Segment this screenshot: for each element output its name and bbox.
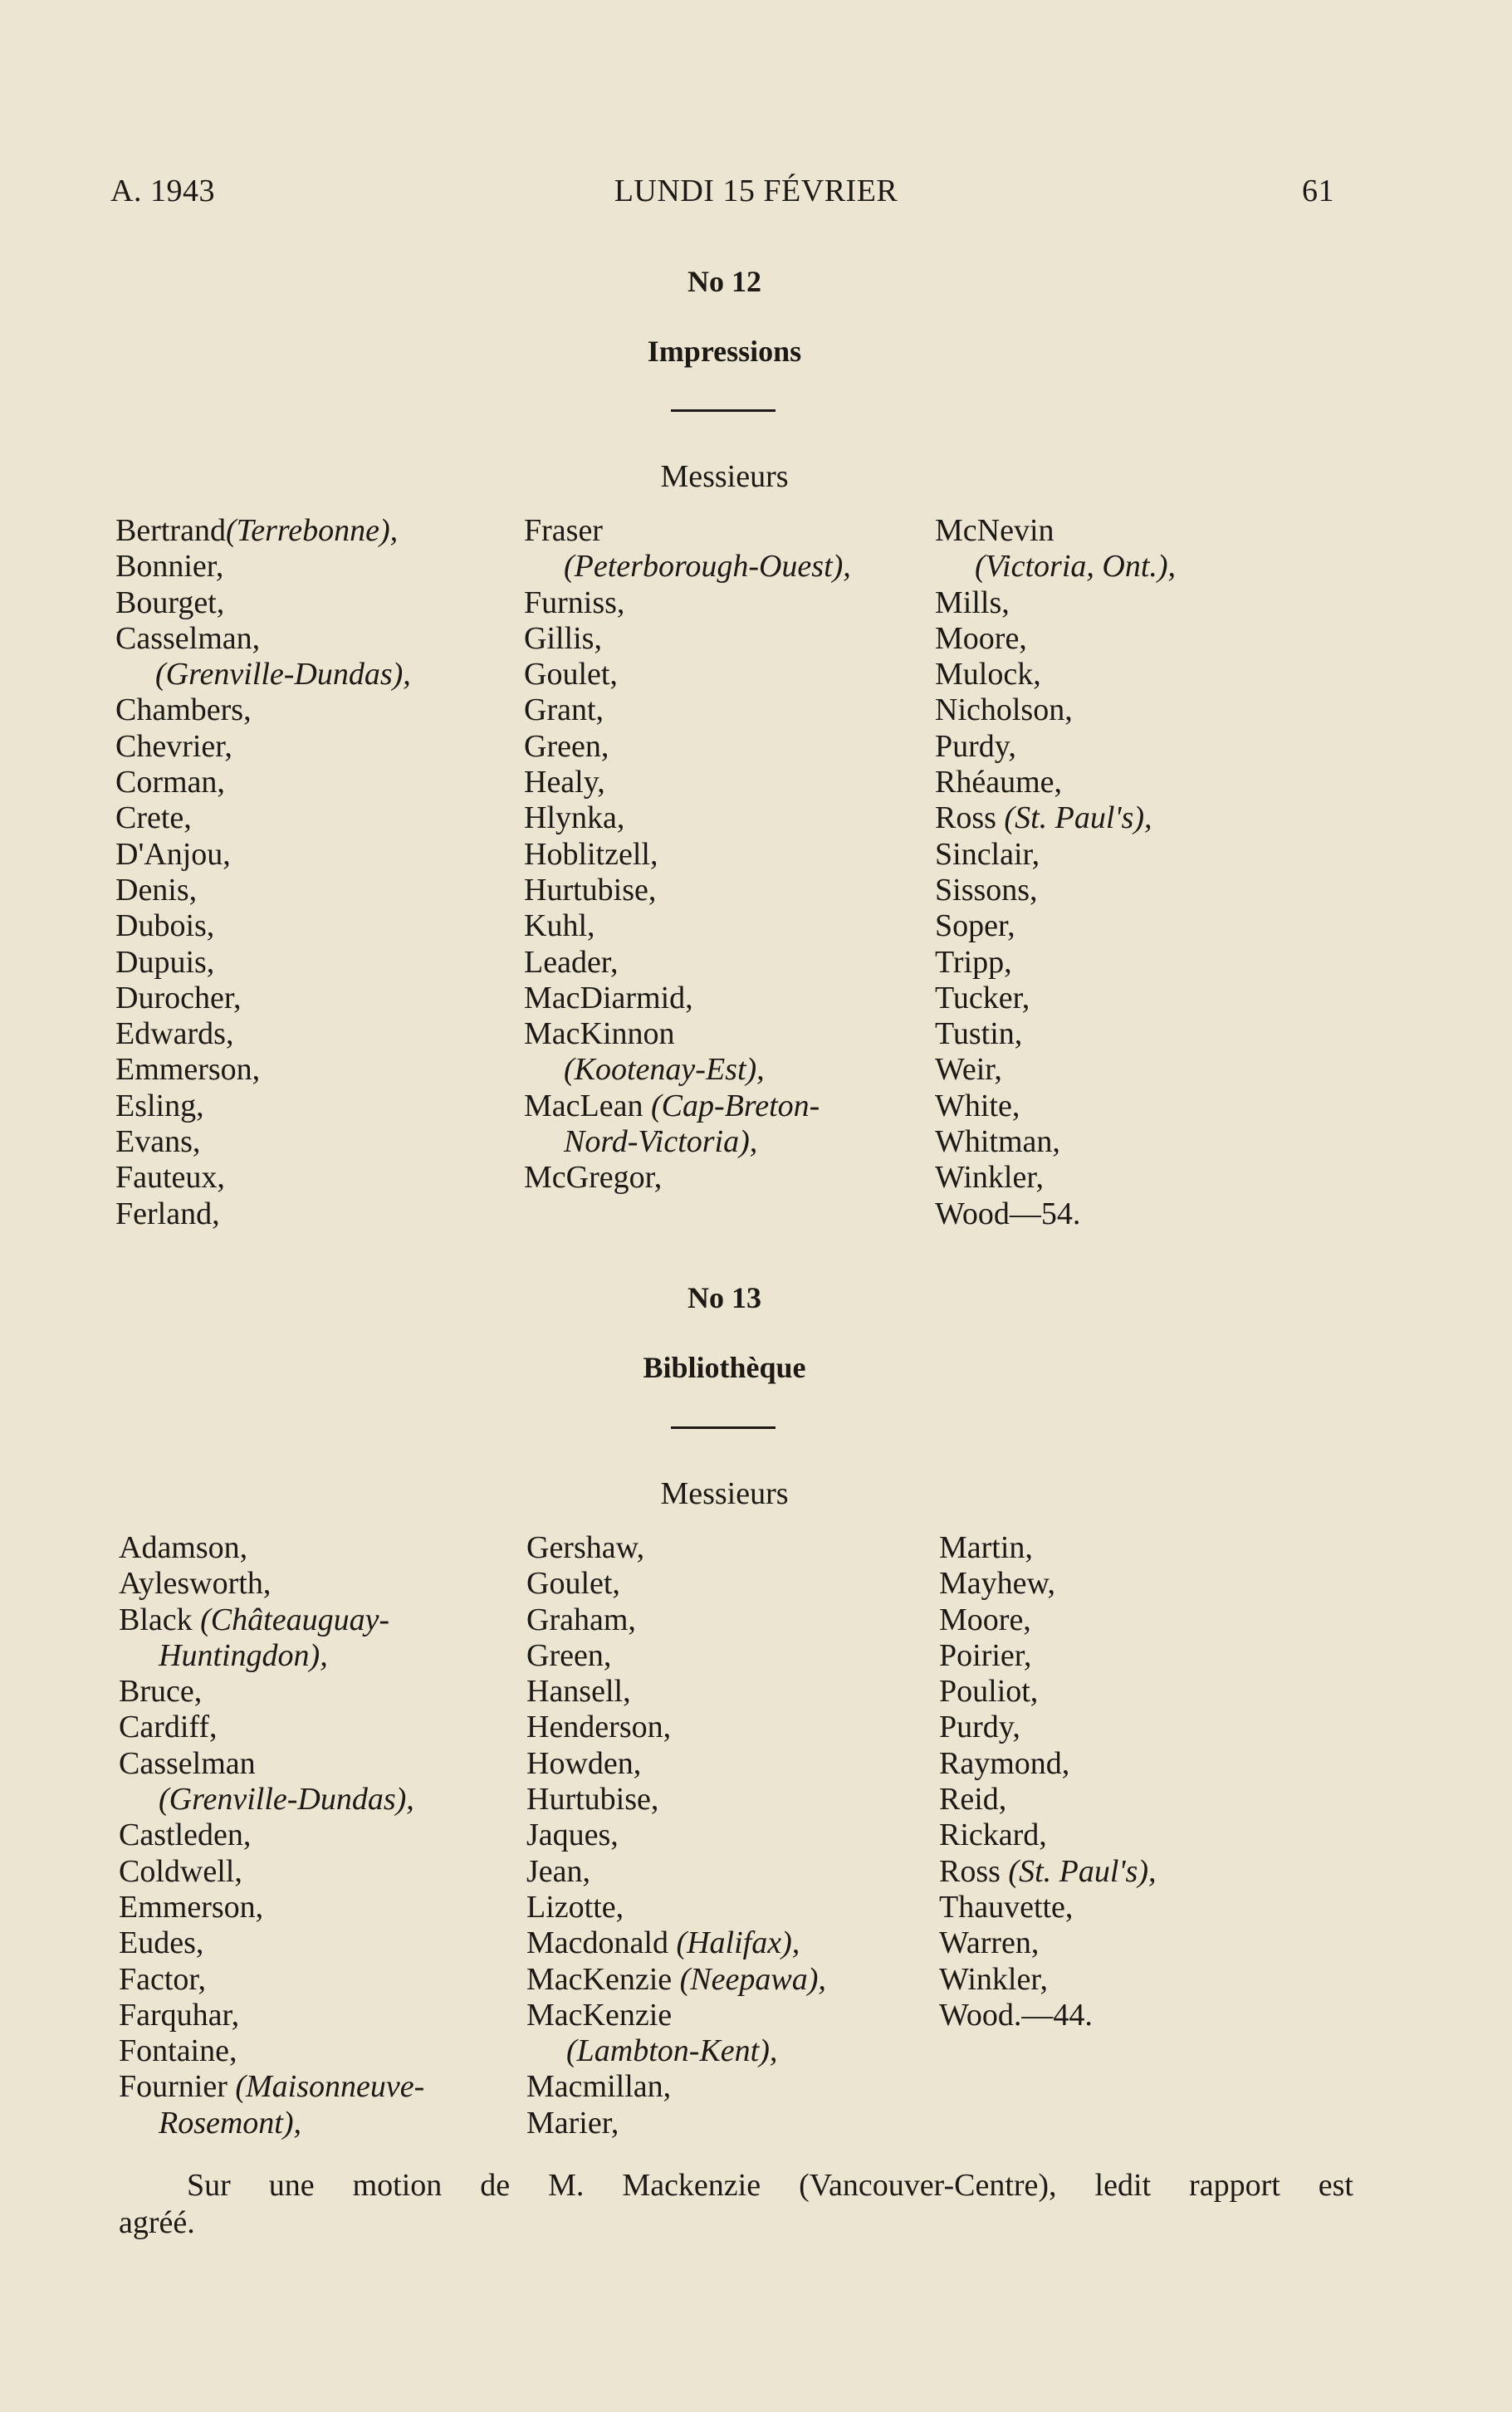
- member-name: [524, 908, 851, 944]
- member-name: [524, 1052, 851, 1088]
- member-name: [935, 729, 1176, 765]
- section-13-column-1: [119, 1530, 424, 2141]
- section-13-column-2: [526, 1530, 826, 2141]
- member-surname: Emmerson,: [119, 1889, 264, 1925]
- member-name: [119, 1998, 424, 2033]
- member-surname: Purdy,: [935, 728, 1016, 764]
- member-surname: Furniss,: [524, 585, 625, 620]
- member-riding: (Lambton-Kent),: [566, 2033, 778, 2069]
- member-surname: Goulet,: [526, 1566, 620, 1602]
- member-surname: Henderson,: [526, 1710, 672, 1745]
- member-surname: Rickard,: [939, 1818, 1047, 1853]
- member-name: [115, 621, 411, 657]
- member-riding: (St. Paul's),: [1004, 800, 1152, 836]
- member-name: [526, 1710, 826, 1745]
- member-name: [119, 1674, 424, 1710]
- member-name: [935, 621, 1176, 657]
- member-name: [935, 1124, 1176, 1160]
- member-name: [526, 1854, 826, 1890]
- member-riding: Rosemont),: [159, 2105, 302, 2140]
- member-surname: Gillis,: [524, 620, 602, 656]
- member-name: [935, 873, 1176, 908]
- member-surname: Fournier: [119, 2069, 236, 2105]
- member-surname: Hurtubise,: [524, 872, 657, 908]
- member-riding: (Grenville-Dundas),: [159, 1782, 414, 1818]
- member-surname: Grant,: [524, 692, 604, 728]
- member-surname: Pouliot,: [939, 1674, 1039, 1710]
- member-surname: Casselman,: [115, 620, 261, 656]
- member-name: [939, 1854, 1156, 1890]
- member-surname: Durocher,: [115, 980, 242, 1015]
- member-name: [119, 1746, 424, 1782]
- member-name: [524, 657, 851, 692]
- member-surname: MacKenzie: [526, 1961, 680, 1997]
- member-name: [939, 1818, 1156, 1853]
- member-surname: Esling,: [115, 1088, 204, 1123]
- member-surname: Bonnier,: [115, 549, 224, 585]
- member-name: [935, 513, 1176, 549]
- member-name: [115, 981, 411, 1016]
- member-name: [115, 1160, 411, 1196]
- member-name: [526, 1674, 826, 1710]
- member-name: [524, 692, 851, 728]
- member-name: [935, 837, 1176, 873]
- member-name: [939, 1998, 1156, 2033]
- member-name: [939, 1710, 1156, 1745]
- member-surname: Reid,: [939, 1782, 1007, 1818]
- member-name: [119, 1890, 424, 1925]
- member-riding: (St. Paul's),: [1008, 1853, 1157, 1889]
- member-surname: Lizotte,: [526, 1889, 624, 1925]
- member-surname: Casselman: [119, 1745, 256, 1781]
- member-surname: Mayhew,: [939, 1566, 1055, 1602]
- member-surname: Raymond,: [939, 1745, 1070, 1781]
- member-name: [115, 549, 411, 585]
- member-name: [935, 765, 1176, 800]
- member-name: [526, 1746, 826, 1782]
- member-surname: Martin,: [939, 1530, 1033, 1565]
- member-surname: Eudes,: [119, 1925, 204, 1961]
- member-surname: Healy,: [524, 765, 605, 800]
- member-surname: Fontaine,: [119, 2033, 237, 2069]
- member-name: [524, 837, 851, 873]
- member-name: [526, 2106, 826, 2141]
- member-surname: Macmillan,: [526, 2069, 672, 2105]
- member-name: [115, 765, 411, 800]
- member-name: [119, 1854, 424, 1890]
- section-12-rule: [671, 409, 776, 412]
- member-name: [524, 1089, 851, 1124]
- member-surname: Kuhl,: [524, 908, 595, 944]
- member-name: [939, 1925, 1156, 1961]
- member-surname: Ross: [935, 800, 1005, 836]
- member-name: [526, 1925, 826, 1961]
- member-name: [115, 657, 411, 692]
- member-name: [526, 1890, 826, 1925]
- member-name: [115, 1124, 411, 1160]
- member-surname: Black: [119, 1602, 201, 1637]
- member-surname: Warren,: [939, 1925, 1040, 1961]
- member-name: [524, 729, 851, 765]
- member-surname: Wood.—44.: [939, 1997, 1093, 2033]
- member-surname: Dupuis,: [115, 944, 215, 980]
- member-surname: McGregor,: [524, 1160, 663, 1196]
- member-name: [119, 1638, 424, 1674]
- member-name: [115, 873, 411, 908]
- member-riding: Nord-Victoria),: [564, 1124, 758, 1160]
- member-name: [526, 1566, 826, 1602]
- member-surname: Soper,: [935, 908, 1015, 944]
- member-surname: Bruce,: [119, 1674, 203, 1710]
- member-name: [119, 1962, 424, 1998]
- member-surname: Purdy,: [939, 1710, 1020, 1745]
- section-13-rule: [671, 1426, 776, 1429]
- member-surname: Mulock,: [935, 657, 1041, 692]
- member-surname: Graham,: [526, 1602, 636, 1637]
- member-riding: (Cap-Breton-: [650, 1088, 820, 1123]
- member-surname: Ferland,: [115, 1196, 220, 1231]
- member-riding: (Halifax),: [676, 1925, 800, 1961]
- member-surname: Moore,: [935, 620, 1027, 656]
- section-13-number: No 13: [687, 1281, 761, 1314]
- motion-line-1: Sur une motion de M. Mackenzie (Vancouver-Centre), ledit rapport est: [187, 2168, 1353, 2203]
- member-name: [935, 1016, 1176, 1052]
- member-surname: Jean,: [526, 1853, 591, 1889]
- header-year: A. 1943: [110, 174, 215, 208]
- member-name: [939, 1962, 1156, 1998]
- motion-line-2: agréé.: [119, 2205, 195, 2240]
- member-surname: Chevrier,: [115, 728, 232, 764]
- member-name: [935, 692, 1176, 728]
- member-riding: (Terrebonne),: [225, 513, 399, 548]
- page-number: 61: [1302, 174, 1334, 208]
- member-surname: Leader,: [524, 944, 619, 980]
- member-name: [526, 1602, 826, 1638]
- member-surname: Hansell,: [526, 1674, 631, 1710]
- member-name: [526, 1530, 826, 1566]
- member-name: [524, 621, 851, 657]
- member-surname: Gershaw,: [526, 1530, 645, 1565]
- member-name: [935, 908, 1176, 944]
- member-name: [524, 513, 851, 549]
- section-12-column-2: [524, 513, 851, 1196]
- member-name: [115, 908, 411, 944]
- member-name: [939, 1602, 1156, 1638]
- member-surname: MacLean: [524, 1088, 651, 1123]
- member-name: [939, 1638, 1156, 1674]
- member-surname: Dubois,: [115, 908, 215, 944]
- member-name: [524, 945, 851, 981]
- section-12-number: No 12: [687, 265, 761, 298]
- member-surname: Sissons,: [935, 872, 1038, 908]
- member-name: [939, 1890, 1156, 1925]
- member-surname: Bourget,: [115, 585, 225, 620]
- member-surname: McNevin: [935, 513, 1054, 548]
- member-name: [935, 800, 1176, 836]
- member-surname: Tucker,: [935, 980, 1030, 1015]
- member-surname: Fauteux,: [115, 1160, 225, 1196]
- member-name: [115, 800, 411, 836]
- member-surname: Edwards,: [115, 1016, 234, 1052]
- member-name: [115, 729, 411, 765]
- member-name: [524, 1124, 851, 1160]
- member-surname: Aylesworth,: [119, 1566, 272, 1602]
- member-surname: Bertrand: [115, 513, 226, 548]
- member-name: [119, 2069, 424, 2105]
- member-surname: Hoblitzell,: [524, 836, 658, 872]
- section-12-messieurs: Messieurs: [660, 459, 789, 494]
- member-name: [935, 657, 1176, 692]
- member-riding: (Kootenay-Est),: [564, 1052, 765, 1088]
- member-surname: Coldwell,: [119, 1853, 242, 1889]
- member-name: [115, 1089, 411, 1124]
- member-name: [119, 2106, 424, 2141]
- section-13-messieurs: Messieurs: [660, 1476, 789, 1511]
- member-surname: Nicholson,: [935, 692, 1073, 728]
- member-surname: Sinclair,: [935, 836, 1040, 872]
- member-surname: Fraser: [524, 513, 603, 548]
- member-surname: Crete,: [115, 800, 192, 836]
- member-surname: Jaques,: [526, 1818, 619, 1853]
- member-name: [524, 981, 851, 1016]
- motion-paragraph: [119, 2167, 1353, 2242]
- member-riding: (Châteauguay-: [200, 1602, 390, 1637]
- member-name: [526, 1962, 826, 1998]
- member-surname: Cardiff,: [119, 1710, 218, 1745]
- member-surname: MacKenzie: [526, 1997, 673, 2033]
- member-name: [935, 1052, 1176, 1088]
- member-surname: Goulet,: [524, 657, 618, 692]
- member-name: [115, 837, 411, 873]
- member-name: [526, 1818, 826, 1853]
- member-surname: Chambers,: [115, 692, 252, 728]
- member-name: [939, 1782, 1156, 1818]
- member-name: [119, 1566, 424, 1602]
- member-riding: (Peterborough-Ouest),: [564, 549, 851, 585]
- member-name: [524, 765, 851, 800]
- member-name: [935, 549, 1176, 585]
- member-name: [119, 1925, 424, 1961]
- member-name: [119, 1710, 424, 1745]
- member-name: [526, 1638, 826, 1674]
- member-surname: Castleden,: [119, 1818, 252, 1853]
- member-name: [526, 1998, 826, 2033]
- member-surname: Weir,: [935, 1052, 1002, 1088]
- member-riding: (Victoria, Ont.),: [975, 549, 1177, 585]
- member-name: [115, 585, 411, 621]
- member-surname: Whitman,: [935, 1124, 1060, 1160]
- section-12-title: Impressions: [647, 335, 802, 368]
- member-surname: Moore,: [939, 1602, 1031, 1637]
- member-name: [524, 873, 851, 908]
- member-name: [524, 585, 851, 621]
- member-name: [115, 1016, 411, 1052]
- member-name: [524, 1016, 851, 1052]
- section-12-column-1: [115, 513, 411, 1232]
- member-name: [939, 1674, 1156, 1710]
- member-surname: Adamson,: [119, 1530, 248, 1565]
- member-surname: Evans,: [115, 1124, 201, 1160]
- member-name: [115, 1196, 411, 1232]
- member-surname: MacDiarmid,: [524, 980, 693, 1015]
- member-surname: Hurtubise,: [526, 1782, 659, 1818]
- member-name: [115, 692, 411, 728]
- member-surname: Green,: [526, 1637, 612, 1673]
- member-surname: D'Anjou,: [115, 836, 231, 872]
- member-name: [524, 549, 851, 585]
- member-name: [526, 2069, 826, 2105]
- member-name: [524, 1160, 851, 1196]
- member-surname: Green,: [524, 728, 609, 764]
- member-name: [935, 1160, 1176, 1196]
- member-surname: Farquhar,: [119, 1997, 240, 2033]
- member-surname: Factor,: [119, 1961, 207, 1997]
- member-name: [524, 800, 851, 836]
- member-surname: Howden,: [526, 1745, 642, 1781]
- member-name: [935, 585, 1176, 621]
- member-name: [939, 1746, 1156, 1782]
- section-12-column-3: [935, 513, 1176, 1232]
- member-name: [119, 1782, 424, 1818]
- member-surname: MacKinnon: [524, 1016, 675, 1052]
- member-surname: Winkler,: [935, 1160, 1044, 1196]
- member-surname: Rhéaume,: [935, 765, 1063, 800]
- member-surname: Tripp,: [935, 944, 1012, 980]
- member-surname: Ross: [939, 1853, 1009, 1889]
- member-surname: White,: [935, 1088, 1020, 1123]
- member-surname: Corman,: [115, 765, 225, 800]
- member-name: [119, 1602, 424, 1638]
- member-name: [935, 945, 1176, 981]
- member-riding: (Maisonneuve-: [235, 2069, 425, 2105]
- member-riding: (Grenville-Dundas),: [155, 657, 411, 692]
- member-surname: Mills,: [935, 585, 1010, 620]
- member-name: [526, 2033, 826, 2069]
- section-13-title: Bibliothèque: [643, 1351, 806, 1384]
- member-name: [935, 1089, 1176, 1124]
- member-riding: (Neepawa),: [679, 1961, 826, 1997]
- member-name: [119, 1818, 424, 1853]
- member-name: [115, 1052, 411, 1088]
- member-name: [935, 1196, 1176, 1232]
- member-surname: Marier,: [526, 2105, 619, 2140]
- member-name: [115, 945, 411, 981]
- member-surname: Winkler,: [939, 1961, 1048, 1997]
- header-date: LUNDI 15 FÉVRIER: [614, 174, 898, 208]
- member-surname: Emmerson,: [115, 1052, 261, 1088]
- member-name: [119, 2033, 424, 2069]
- member-name: [119, 1530, 424, 1566]
- member-name: [115, 513, 411, 549]
- member-surname: Wood—54.: [935, 1196, 1081, 1231]
- section-13-column-3: [939, 1530, 1156, 2033]
- member-surname: Tustin,: [935, 1016, 1023, 1052]
- member-surname: Thauvette,: [939, 1889, 1074, 1925]
- member-surname: Hlynka,: [524, 800, 625, 836]
- member-surname: Macdonald: [526, 1925, 677, 1961]
- member-surname: Denis,: [115, 872, 198, 908]
- member-name: [935, 981, 1176, 1016]
- member-name: [526, 1782, 826, 1818]
- member-name: [939, 1530, 1156, 1566]
- member-name: [939, 1566, 1156, 1602]
- member-riding: Huntingdon),: [159, 1637, 328, 1673]
- member-surname: Poirier,: [939, 1637, 1032, 1673]
